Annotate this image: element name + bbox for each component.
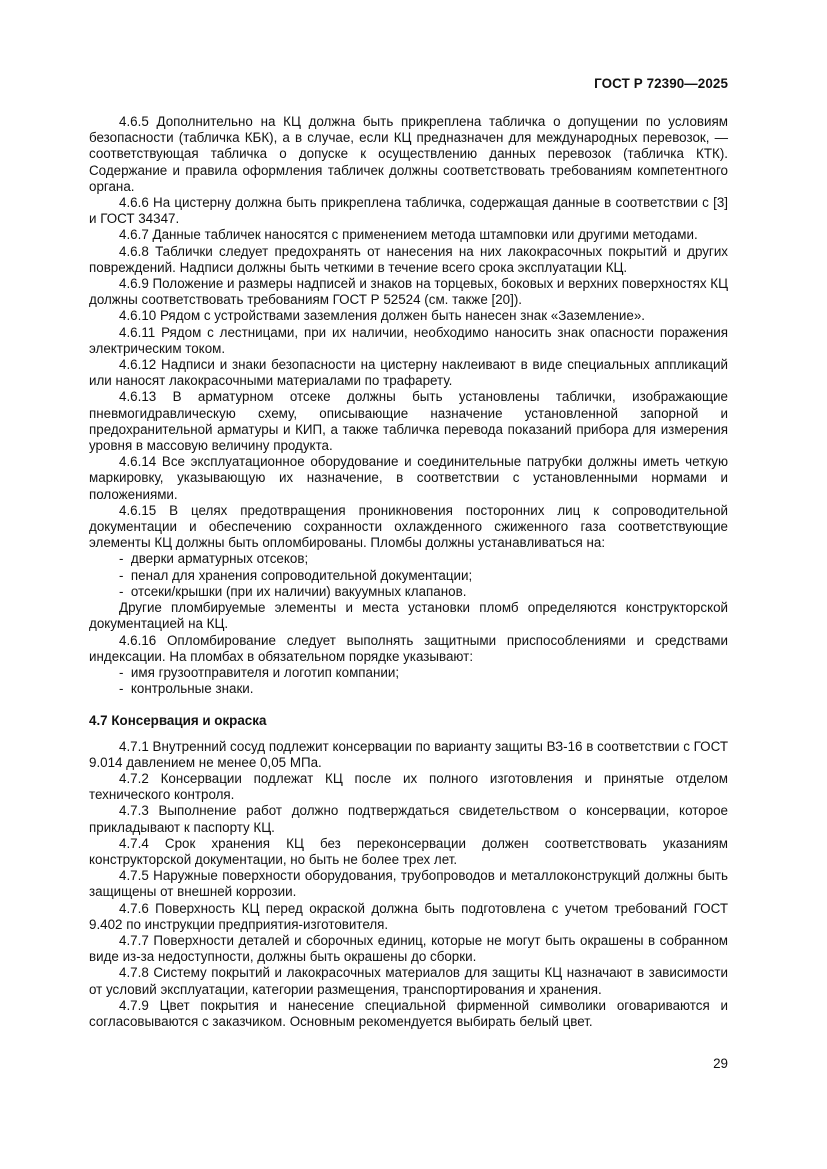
paragraph: 4.7.5 Наружные поверхности оборудования, трубопроводов и металлоконструкций должны быть защищены от внешней коррозии. (89, 868, 728, 900)
list-item: - отсеки/крышки (при их наличии) вакуумных клапанов. (89, 584, 728, 600)
paragraph: 4.6.6 На цистерну должна быть прикреплена табличка, содержащая данные в соответствии с [3] и ГОСТ 34347. (89, 195, 728, 227)
list-item: - контрольные знаки. (89, 681, 728, 697)
paragraph: 4.6.15 В целях предотвращения проникновения посторонних лиц к сопроводительной документации и обеспечению сохранности охлажденного сжиженного газа соответствующие элементы КЦ должны быть опломбированы. Пломбы должны устанавливаться на: (89, 502, 728, 551)
list-item: - дверки арматурных отсеков; (89, 551, 728, 567)
paragraph: 4.7.3 Выполнение работ должно подтверждаться свидетельством о консервации, которое прикладывают к паспорту КЦ. (89, 803, 728, 835)
list-item: - пенал для хранения сопроводительной документации; (89, 568, 728, 584)
paragraph: 4.7.6 Поверхность КЦ перед окраской должна быть подготовлена с учетом требований ГОСТ 9.402 по инструкции предприятия-изготовителя. (89, 900, 728, 932)
paragraph: 4.7.2 Консервации подлежат КЦ после их полного изготовления и принятые отделом технического контроля. (89, 770, 728, 803)
paragraph: 4.6.10 Рядом с устройствами заземления должен быть нанесен знак «Заземление». (119, 308, 646, 324)
paragraph: 4.7.9 Цвет покрытия и нанесение специальной фирменной символики оговариваются и согласовываются с заказчиком. Основным рекомендуется выбирать белый цвет. (89, 997, 728, 1029)
paragraph: 4.6.9 Положение и размеры надписей и знаков на торцевых, боковых и верхних поверхностях КЦ должны соответствовать требованиям ГОСТ Р 52524 (см. также [20]). (89, 276, 728, 308)
paragraph: 4.6.5 Дополнительно на КЦ должна быть прикреплена табличка о допущении по условиям безопасности (табличка КБК), а в случае, если КЦ предназначен для международных перевозок, — соответствующая табличка о допуске к осуществлению данных перевозок (табличка КТК). Содержание и правила оформления табличек должны соответствовать требованиям компетентного органа. (89, 114, 728, 194)
paragraph: 4.6.16 Опломбирование следует выполнять защитными приспособлениями и средствами индексации. На пломбах в обязательном порядке указывают: (89, 632, 728, 664)
paragraph: 4.6.7 Данные табличек наносятся с применением метода штамповки или другими методами. (119, 227, 698, 243)
paragraph: 4.6.8 Таблички следует предохранять от нанесения на них лакокрасочных покрытий и других повреждений. Надписи должны быть четкими в течение всего срока эксплуатации КЦ. (89, 243, 728, 275)
section-heading: 4.7 Консервация и окраска (89, 713, 267, 729)
document-body (89, 114, 728, 1030)
paragraph: 4.6.13 В арматурном отсеке должны быть установлены таблички, изображающие пневмогидравлическую схему, описывающие назначение установленной запорной и предохранительной арматуры и КИП, а также табличка перевода показаний прибора для измерения уровня в массовую величину продукта. (89, 389, 728, 454)
paragraph: Другие пломбируемые элементы и места установки пломб определяются конструкторской документацией на КЦ. (89, 600, 728, 632)
paragraph: 4.7.8 Систему покрытий и лакокрасочных материалов для защиты КЦ назначают в зависимости от условий эксплуатации, категории размещения, транспортирования и хранения. (89, 965, 728, 997)
paragraph: 4.7.1 Внутренний сосуд подлежит консервации по варианту защиты ВЗ-16 в соответствии с ГОСТ 9.014 давлением не менее 0,05 МПа. (89, 738, 728, 770)
paragraph: 4.7.4 Срок хранения КЦ без переконсервации должен соответствовать указаниям конструкторской документации, но быть не более трех лет. (89, 835, 728, 867)
paragraph: 4.6.12 Надписи и знаки безопасности на цистерну наклеивают в виде специальных аппликаций или наносят лакокрасочными материалами по трафарету. (89, 357, 728, 389)
paragraph: 4.6.11 Рядом с лестницами, при их наличии, необходимо наносить знак опасности поражения электрическим током. (89, 324, 728, 356)
paragraph: 4.7.7 Поверхности деталей и сборочных единиц, которые не могут быть окрашены в собранном виде из-за недоступности, должны быть окрашены до сборки. (89, 932, 728, 965)
document-header-id: ГОСТ Р 72390—2025 (594, 76, 728, 91)
page-number: 29 (713, 1056, 728, 1071)
paragraph: 4.6.14 Все эксплуатационное оборудование и соединительные патрубки должны иметь четкую маркировку, указывающую их назначение, в соответствии с установленными нормами и положениями. (89, 454, 728, 502)
list-item: - имя грузоотправителя и логотип компании; (89, 665, 728, 681)
